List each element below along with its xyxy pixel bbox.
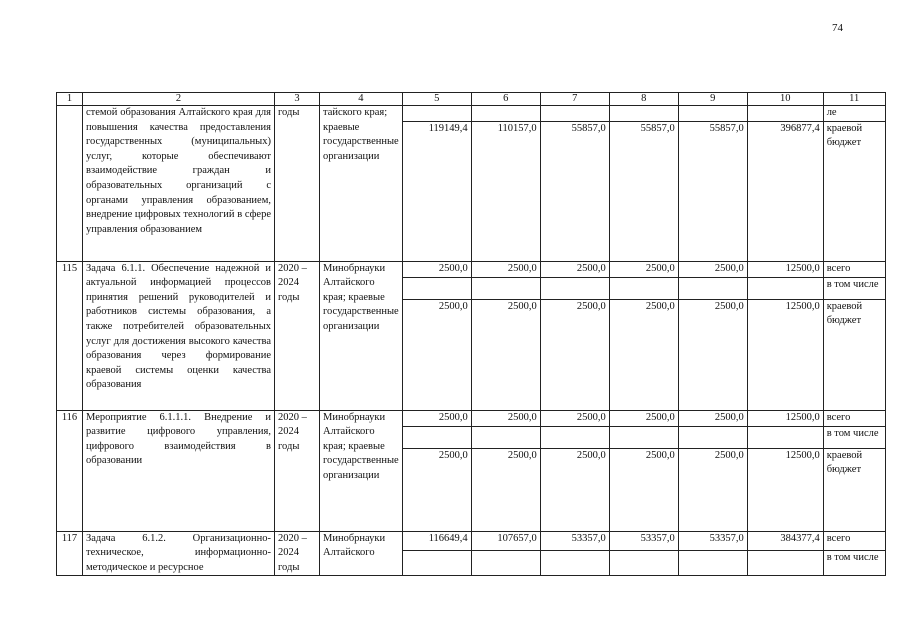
amount-cell <box>540 426 609 448</box>
amount-cell <box>678 426 747 448</box>
row-number-cell: 117 <box>57 531 83 576</box>
amount-cell: 2500,0 <box>678 448 747 531</box>
amount-cell <box>540 277 609 299</box>
table-row <box>57 410 886 426</box>
amount-cell <box>678 551 747 576</box>
amount-cell: 2500,0 <box>471 448 540 531</box>
period-cell: 2020 – 2024 годы <box>275 261 320 410</box>
table-row <box>57 106 886 122</box>
column-header: 1 <box>57 93 83 106</box>
period-cell: 2020 – 2024 годы <box>275 531 320 576</box>
column-header: 5 <box>402 93 471 106</box>
amount-cell: 2500,0 <box>471 261 540 277</box>
column-header: 3 <box>275 93 320 106</box>
amount-cell: 2500,0 <box>471 410 540 426</box>
column-header: 8 <box>609 93 678 106</box>
amount-cell: 55857,0 <box>678 121 747 261</box>
amount-cell <box>402 277 471 299</box>
activity-name-cell: Задача 6.1.2. Организационно-техническое, информационно-методическое и ресурсное <box>83 531 275 576</box>
amount-cell: 2500,0 <box>609 261 678 277</box>
table-row <box>57 531 886 551</box>
amount-cell: 12500,0 <box>747 448 823 531</box>
amount-cell: 12500,0 <box>747 410 823 426</box>
amount-cell <box>540 551 609 576</box>
amount-cell <box>609 426 678 448</box>
table-row <box>57 261 886 277</box>
funding-source-cell: всего <box>823 531 885 551</box>
column-header: 4 <box>320 93 403 106</box>
amount-cell: 396877,4 <box>747 121 823 261</box>
amount-cell <box>678 277 747 299</box>
funding-source-cell: ле <box>823 106 885 122</box>
funding-source-cell: краевой бюджет <box>823 448 885 531</box>
amount-cell: 53357,0 <box>609 531 678 551</box>
row-number-cell: 115 <box>57 261 83 410</box>
amount-cell: 119149,4 <box>402 121 471 261</box>
amount-cell: 12500,0 <box>747 261 823 277</box>
amount-cell: 110157,0 <box>471 121 540 261</box>
page-number: 74 <box>832 22 843 34</box>
amount-cell: 55857,0 <box>540 121 609 261</box>
amount-cell: 2500,0 <box>540 410 609 426</box>
row-number-cell <box>57 106 83 262</box>
executor-cell: Минобрнауки Алтайского <box>320 531 403 576</box>
amount-cell: 2500,0 <box>540 261 609 277</box>
amount-cell <box>471 426 540 448</box>
activity-name-cell: стемой образования Алтайского края для повышения качества предоставления государственных (муниципальных) услуг, которые обеспечивают взаимодействие граждан и образовательных организаций с органами управления образованием, внедрение цифровых технологий в сфере управления образованием <box>83 106 275 262</box>
amount-cell <box>747 551 823 576</box>
amount-cell: 2500,0 <box>402 410 471 426</box>
amount-cell: 12500,0 <box>747 299 823 410</box>
column-header: 2 <box>83 93 275 106</box>
amount-cell: 2500,0 <box>609 410 678 426</box>
executor-cell: тайского края; краевые государственные организации <box>320 106 403 262</box>
amount-cell <box>747 106 823 122</box>
activity-name-cell: Задача 6.1.1. Обеспечение надежной и актуальной информацией процессов принятия решений руководителей и работников системы образования, а также потребителей образовательных услуг для достижения высокого качества образования через формирование краевой системы оценки качества образования <box>83 261 275 410</box>
amount-cell: 2500,0 <box>540 448 609 531</box>
amount-cell <box>678 106 747 122</box>
amount-cell: 2500,0 <box>402 299 471 410</box>
amount-cell: 2500,0 <box>609 448 678 531</box>
amount-cell <box>471 277 540 299</box>
funding-source-cell: в том числе <box>823 551 885 576</box>
amount-cell: 107657,0 <box>471 531 540 551</box>
activity-name-cell: Мероприятие 6.1.1.1. Внедрение и развитие цифрового управления, цифрового взаимодействия в образовании <box>83 410 275 531</box>
amount-cell: 55857,0 <box>609 121 678 261</box>
column-header: 10 <box>747 93 823 106</box>
amount-cell: 53357,0 <box>540 531 609 551</box>
amount-cell <box>540 106 609 122</box>
funding-source-cell: всего <box>823 410 885 426</box>
funding-source-cell: краевой бюджет <box>823 121 885 261</box>
amount-cell: 2500,0 <box>678 299 747 410</box>
amount-cell: 2500,0 <box>402 448 471 531</box>
program-activities-table <box>56 92 886 576</box>
amount-cell <box>609 551 678 576</box>
amount-cell: 2500,0 <box>540 299 609 410</box>
executor-cell: Минобрнауки Алтайского края; краевые государственные организации <box>320 410 403 531</box>
amount-cell: 2500,0 <box>471 299 540 410</box>
amount-cell <box>402 426 471 448</box>
column-number-row <box>57 93 886 106</box>
funding-source-cell: в том числе <box>823 426 885 448</box>
executor-cell: Минобрнауки Алтайского края; краевые государственные организации <box>320 261 403 410</box>
row-number-cell: 116 <box>57 410 83 531</box>
funding-source-cell: всего <box>823 261 885 277</box>
amount-cell: 116649,4 <box>402 531 471 551</box>
funding-source-cell: в том числе <box>823 277 885 299</box>
amount-cell <box>471 551 540 576</box>
amount-cell <box>747 426 823 448</box>
column-header: 7 <box>540 93 609 106</box>
amount-cell <box>747 277 823 299</box>
amount-cell <box>609 106 678 122</box>
period-cell: годы <box>275 106 320 262</box>
amount-cell <box>402 106 471 122</box>
amount-cell: 2500,0 <box>678 410 747 426</box>
column-header: 6 <box>471 93 540 106</box>
funding-source-cell: краевой бюджет <box>823 299 885 410</box>
amount-cell: 2500,0 <box>402 261 471 277</box>
period-cell: 2020 – 2024 годы <box>275 410 320 531</box>
column-header: 11 <box>823 93 885 106</box>
amount-cell: 2500,0 <box>678 261 747 277</box>
amount-cell <box>402 551 471 576</box>
column-header: 9 <box>678 93 747 106</box>
amount-cell <box>609 277 678 299</box>
amount-cell: 53357,0 <box>678 531 747 551</box>
amount-cell: 384377,4 <box>747 531 823 551</box>
amount-cell: 2500,0 <box>609 299 678 410</box>
amount-cell <box>471 106 540 122</box>
